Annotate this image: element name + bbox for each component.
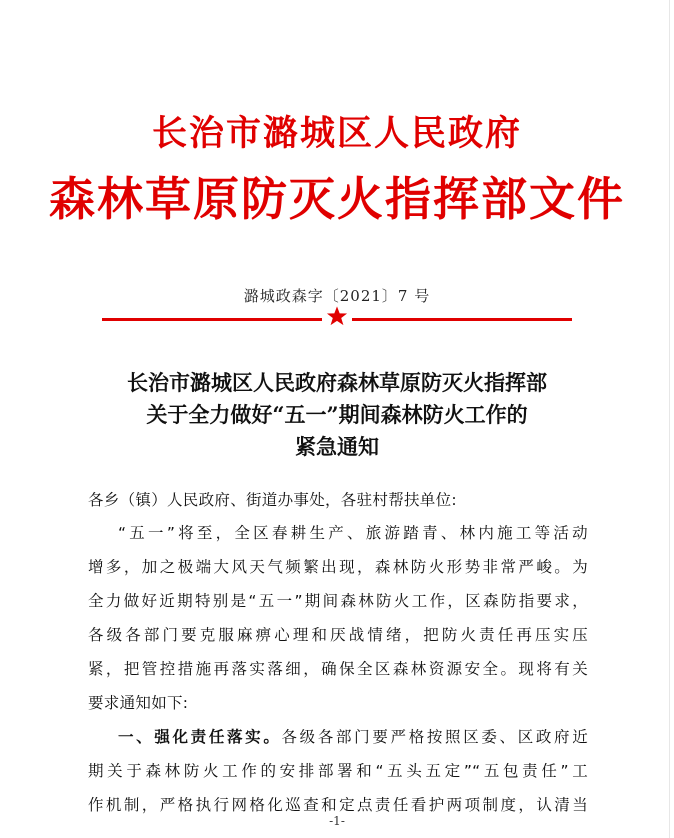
body-paragraph-line: 要求通知如下:	[88, 694, 189, 712]
body-paragraph-line: 全力做好近期特别是“五一”期间森林防火工作，区森防指要求，	[88, 592, 588, 610]
salutation: 各乡（镇）人民政府、街道办事处，各驻村帮扶单位:	[88, 491, 457, 509]
body-paragraph-line: 紧，把管控措施再落实落细，确保全区森林资源安全。现将有关	[88, 660, 588, 678]
body-paragraph-line: “五一”将至，全区春耕生产、旅游踏青、林内施工等活动	[118, 524, 588, 542]
body-paragraph-line: 增多，加之极端大风天气频繁出现，森林防火形势非常严峻。为	[88, 558, 588, 576]
notice-title-line-3: 紧急通知	[295, 434, 379, 459]
body-paragraph-line: 期关于森林防火工作的安排部署和“五头五定”“五包责任”工	[88, 762, 588, 780]
section-1-first-line-text: 各级各部门要严格按照区委、区政府近	[281, 728, 588, 746]
section-1-first-line	[118, 725, 588, 747]
issuer-document-heading: 森林草原防灭火指挥部文件	[49, 172, 625, 226]
notice-title-line-1: 长治市潞城区人民政府森林草原防灭火指挥部	[127, 370, 547, 395]
notice-title-line-2: 关于全力做好“五一”期间森林防火工作的	[146, 402, 528, 427]
red-star-icon	[326, 305, 348, 327]
red-divider-right	[352, 318, 572, 321]
document-number: 潞城政森字〔2021〕7 号	[243, 287, 431, 305]
page-number: -1-	[329, 814, 345, 828]
red-divider-left	[102, 318, 322, 321]
section-1-heading: 一、强化责任落实。	[118, 728, 282, 746]
issuer-name: 长治市潞城区人民政府	[151, 113, 522, 154]
body-paragraph-line: 作机制，严格执行网格化巡查和定点责任看护两项制度，认清当	[88, 796, 588, 814]
body-paragraph-line: 各级各部门要克服麻痹心理和厌战情绪，把防火责任再压实压	[88, 626, 588, 644]
